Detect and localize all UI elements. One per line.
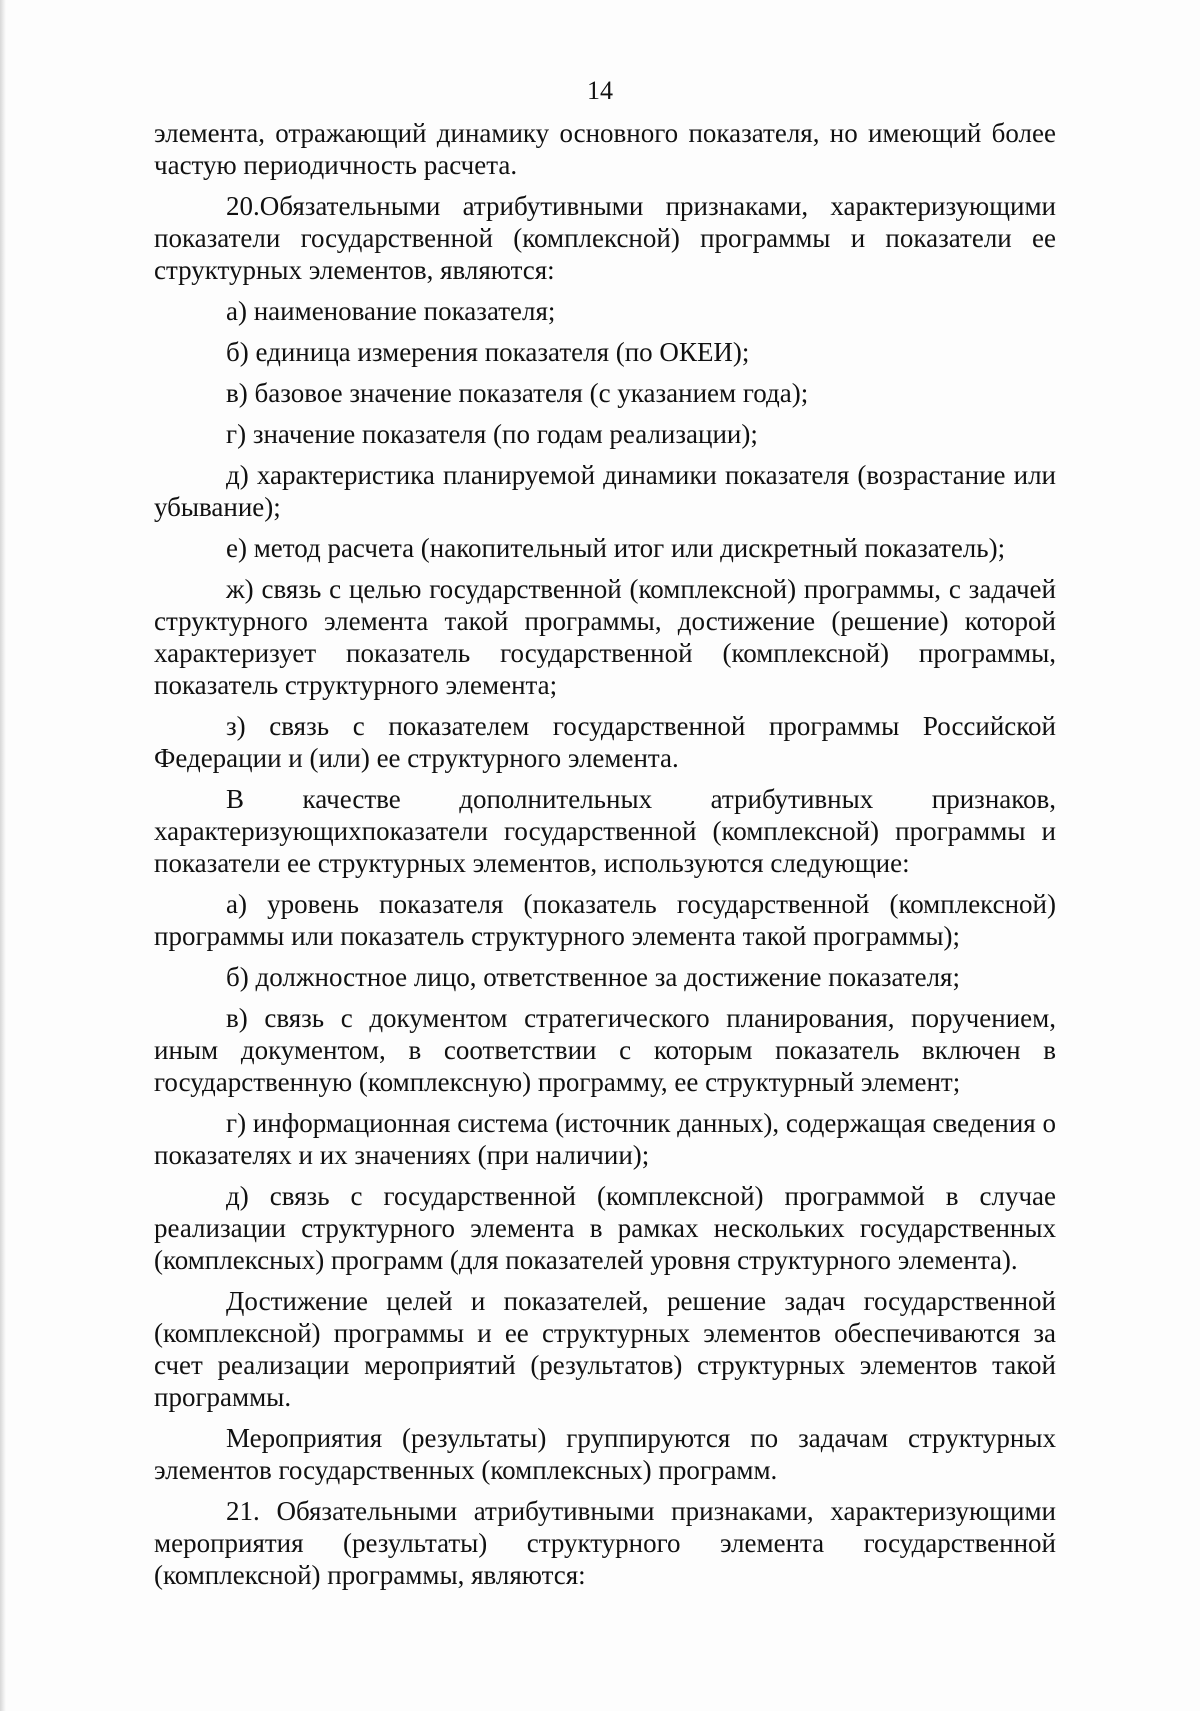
paragraph-continuation: элемента, отражающий динамику основного показателя, но имеющий более частую периодичность расчета.	[154, 118, 1056, 180]
additional-item-g: г) информационная система (источник данных), содержащая сведения о показателях и их значениях (при наличии);	[154, 1108, 1056, 1170]
additional-item-d: д) связь с государственной (комплексной) программой в случае реализации структурного элемента в рамках нескольких государственных (комплексных) программ (для показателей уровня структурного элемента).	[154, 1181, 1056, 1275]
scan-edge-shadow	[0, 0, 6, 1711]
list-item-z: з) связь с показателем государственной программы Российской Федерации и (или) ее структурного элемента.	[154, 711, 1056, 773]
additional-item-a: а) уровень показателя (показатель государственной (комплексной) программы или показатель структурного элемента такой программы);	[154, 889, 1056, 951]
list-item-a: а) наименование показателя;	[226, 296, 556, 326]
list-item-e: е) метод расчета (накопительный итог или дискретный показатель);	[226, 533, 1006, 563]
page-number: 14	[587, 76, 613, 105]
paragraph-additional-attributes: В качестве дополнительных атрибутивных признаков, характеризующихпоказатели государственной (комплексной) программы и показатели ее структурных элементов, используются следующие:	[154, 784, 1056, 878]
paragraph-item-21: 21. Обязательными атрибутивными признаками, характеризующими мероприятия (результаты) структурного элемента государственной (комплексной) программы, являются:	[154, 1496, 1056, 1590]
additional-item-b: б) должностное лицо, ответственное за достижение показателя;	[226, 962, 960, 992]
list-item-v: в) базовое значение показателя (с указанием года);	[226, 378, 809, 408]
document-body	[154, 117, 1056, 1600]
list-item-zh: ж) связь с целью государственной (комплексной) программы, с задачей структурного элемента такой программы, достижение (решение) которой характеризует показатель государственной (комплексной) программы, показатель структурного элемента;	[154, 574, 1056, 700]
additional-item-v: в) связь с документом стратегического планирования, поручением, иным документом, в соответствии с которым показатель включен в государственную (комплексную) программу, ее структурный элемент;	[154, 1003, 1056, 1097]
paragraph-achievement: Достижение целей и показателей, решение задач государственной (комплексной) программы и ее структурных элементов обеспечиваются за счет реализации мероприятий (результатов) структурных элементов такой программы.	[154, 1286, 1056, 1412]
paragraph-item-20: 20.Обязательными атрибутивными признаками, характеризующими показатели государственной (комплексной) программы и показатели ее структурных элементов, являются:	[154, 191, 1056, 285]
list-item-d: д) характеристика планируемой динамики показателя (возрастание или убывание);	[154, 460, 1056, 522]
list-item-b: б) единица измерения показателя (по ОКЕИ);	[226, 337, 750, 367]
paragraph-grouping: Мероприятия (результаты) группируются по задачам структурных элементов государственных (комплексных) программ.	[154, 1423, 1056, 1485]
list-item-g: г) значение показателя (по годам реализации);	[226, 419, 758, 449]
